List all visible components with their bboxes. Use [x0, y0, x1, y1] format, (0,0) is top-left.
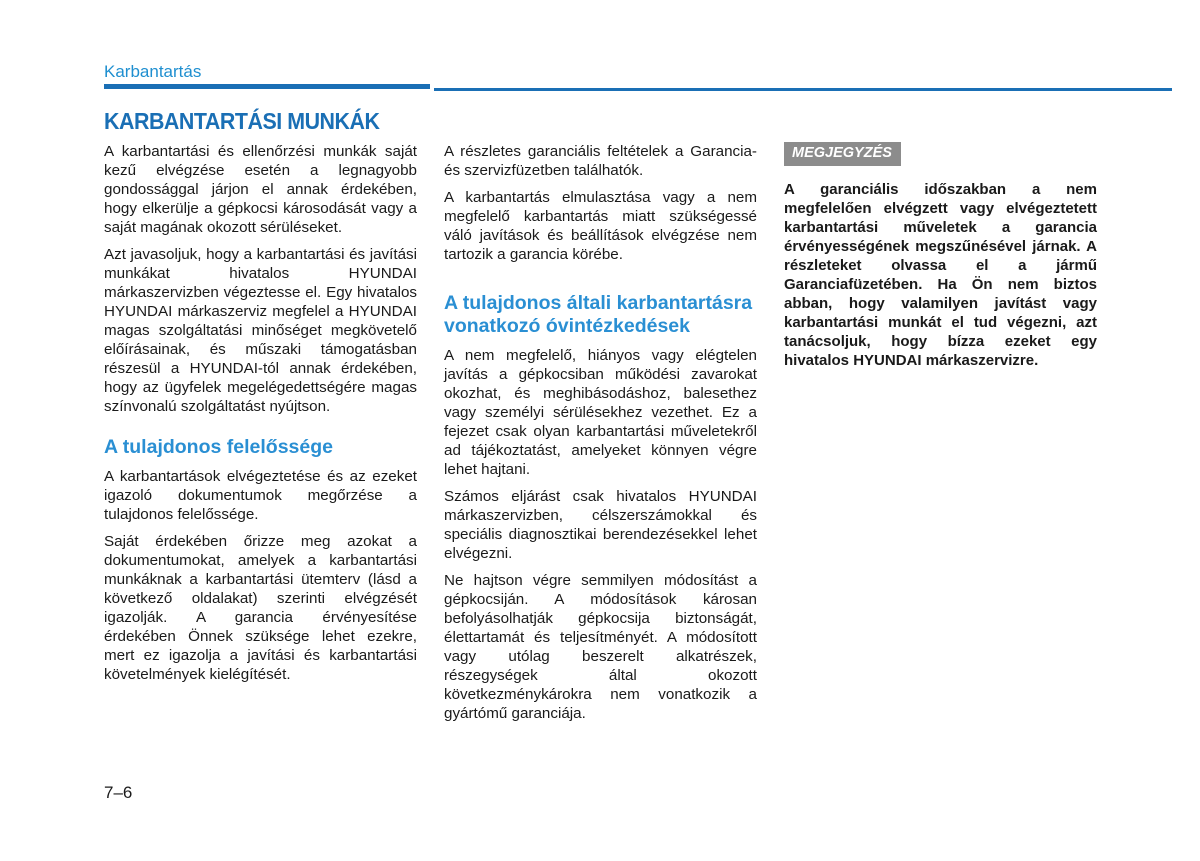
page-title: KARBANTARTÁSI MUNKÁK — [104, 108, 380, 134]
page-number: 7–6 — [104, 783, 133, 802]
paragraph: Azt javasoljuk, hogy a karbantartási és javítási munkákat hivatalos HYUNDAI márkaszervizben végeztesse el. Egy hivatalos HYUNDAI márkaszerviz megfelel a HYUNDAI magas szolgáltatási minőséget megkövetelő előírásainak, és műszaki támogatásban részesül a HYUNDAI-tól annak érdekében, hogy az ügyfelek megelégedettségére magas színvonalú szolgáltatást nyújtson. — [104, 246, 417, 415]
paragraph: A karbantartási és ellenőrzési munkák saját kezű elvégzése esetén a legnagyobb gondossággal járjon el annak érdekében, hogy elkerülje a gépkocsi károsodását vagy a saját magának okozott sérüléseket. — [104, 143, 417, 236]
paragraph: A karbantartások elvégeztetése és az ezeket igazoló dokumentumok megőrzése a tulajdonos felelőssége. — [104, 468, 417, 523]
subheading-owner-precautions: A tulajdonos általi karbantartásra vonatkozó óvintézkedések — [444, 292, 753, 337]
paragraph: Ne hajtson végre semmilyen módosítást a gépkocsiján. A módosítások károsan befolyásolhatják gépkocsija biztonságát, élettartamát és teljesítményét. A módosított vagy utólag beszerelt alkatrészek, részegységek által okozott következménykárokra nem vonatkozik a gyártómű garanciája. — [444, 572, 757, 722]
subheading-owner-responsibility: A tulajdonos felelőssége — [104, 436, 333, 458]
paragraph: A részletes garanciális feltételek a Garancia- és szervizfüzetben találhatók. — [444, 143, 757, 179]
paragraph: A karbantartás elmulasztása vagy a nem megfelelő karbantartás miatt szükségessé váló javítások és beállítások elvégzése nem tartozik a garancia körébe. — [444, 189, 757, 263]
column-right — [784, 142, 1097, 370]
note-badge: MEGJEGYZÉS — [784, 142, 901, 166]
header-rule-thin — [434, 88, 1172, 91]
paragraph: Számos eljárást csak hivatalos HYUNDAI márkaszervizben, célszerszámokkal és speciális diagnosztikai berendezésekkel lehet elvégezni. — [444, 488, 757, 562]
paragraph: A nem megfelelő, hiányos vagy elégtelen javítás a gépkocsiban működési zavarokat okozhat, és meghibásodáshoz, balesethez vagy személyi sérülésekhez vezethet. Ez a fejezet csak olyan karbantartási műveletekről ad tájékoztatást, amelyeket könnyen végre lehet hajtani. — [444, 347, 757, 478]
section-label: Karbantartás — [104, 62, 202, 81]
note-text: A garanciális időszakban a nem megfelelően elvégzett vagy elvégeztetett karbantartási műveletek a garancia érvényességének megszűnésével járnak. A részleteket olvassa el a jármű Garanciafüzetében. Ha Ön nem biztos abban, hogy valamilyen javítást vagy karbantartási munkát el tud végezni, azt tanácsoljuk, hogy bízza ezeket egy hivatalos HYUNDAI márkaszervizre. — [784, 181, 1097, 369]
column-left — [104, 142, 417, 692]
column-middle — [444, 142, 757, 731]
paragraph: Saját érdekében őrizze meg azokat a dokumentumokat, amelyek a karbantartási munkáknak a karbantartási ütemterv (lásd a következő oldalakat) szerinti elvégzését igazolják. A garancia érvényesítése érdekében Önnek szüksége lehet ezekre, mert ez igazolja a javítási és karbantartási követelmények kielégítését. — [104, 533, 417, 683]
header-rule-thick — [104, 84, 430, 89]
